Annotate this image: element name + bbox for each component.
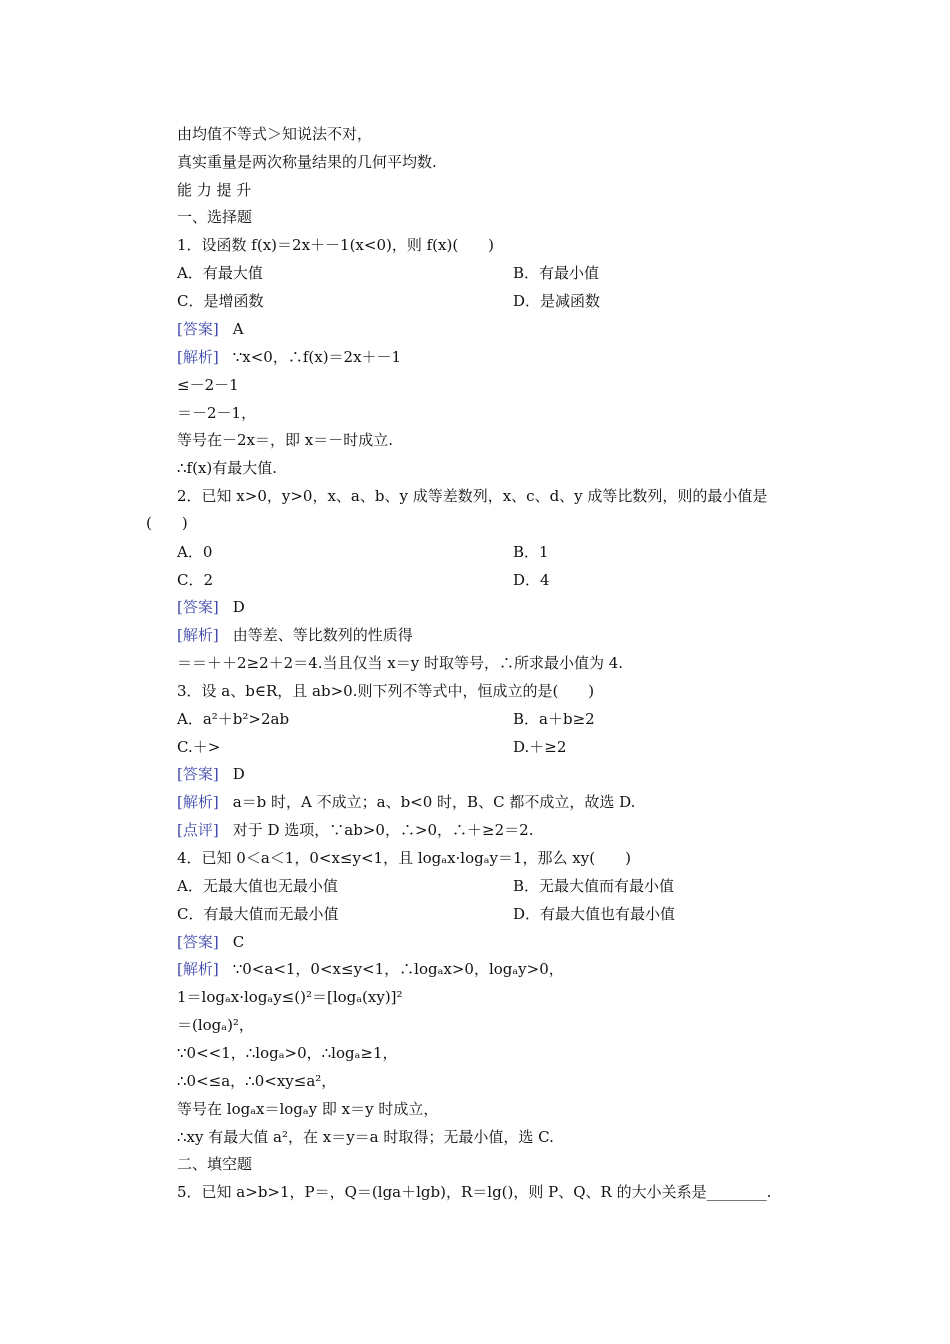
option-d: D．有最大值也有最小值 <box>513 905 676 923</box>
analysis-text: ∵0<a<1，0<x≤y<1，∴logₐx>0，logₐy>0， <box>232 960 564 978</box>
answer-value: D <box>232 765 245 783</box>
option-d: D．4 <box>513 571 550 589</box>
answer-label: [答案] <box>177 933 219 951</box>
analysis-text: ∵x<0，∴f(x)＝2x＋－1 <box>232 348 402 366</box>
answer-row <box>177 932 244 952</box>
option-a: A．有最大值 <box>177 264 263 282</box>
option-c: C.＋> <box>177 738 221 756</box>
answer-label: [答案] <box>177 598 219 616</box>
answer-label: [答案] <box>177 765 219 783</box>
comment-text: 对于 D 选项，∵ab>0，∴>0，∴＋≥2＝2. <box>232 821 534 839</box>
answer-value: D <box>232 598 245 616</box>
text-line: 等号在 logₐx＝logₐy 即 x＝y 时成立， <box>177 1100 439 1118</box>
text-line: ∴0<≤a，∴0<xy≤a²， <box>177 1072 337 1090</box>
text-line: ∴xy 有最大值 a²，在 x＝y＝a 时取得；无最小值，选 C. <box>177 1128 554 1146</box>
text-line: 等号在－2x＝，即 x＝－时成立. <box>177 431 393 449</box>
option-a: A．0 <box>177 543 213 561</box>
analysis-text: 由等差、等比数列的性质得 <box>232 626 413 644</box>
option-c: C．2 <box>177 571 214 589</box>
analysis-label: [解析] <box>177 348 219 366</box>
answer-label: [答案] <box>177 320 219 338</box>
option-c: C．有最大值而无最小值 <box>177 905 339 923</box>
question-2: 2．已知 x>0，y>0，x、a、b、y 成等差数列，x、c、d、y 成等比数列，则的最小值是 <box>177 487 768 505</box>
text-line: 由均值不等式＞知说法不对， <box>177 125 373 143</box>
answer-row <box>177 597 245 617</box>
question-4-text-b: ₐx·logₐy＝1，那么 xy( ) <box>441 849 631 867</box>
analysis-label: [解析] <box>177 960 219 978</box>
text-line: ∴f(x)有最大值. <box>177 459 278 477</box>
text-line: ＝－2－1， <box>177 404 257 422</box>
option-b: B．无最大值而有最小值 <box>513 877 675 895</box>
question-1: 1．设函数 f(x)＝2x＋－1(x<0)，则 f(x)( ) <box>177 236 495 254</box>
question-4-text-a: 4．已知 0＜a＜1，0<x≤y<1，且 log <box>177 849 442 867</box>
section-heading: 二、填空题 <box>177 1155 253 1173</box>
answer-row <box>177 319 244 339</box>
question-4 <box>177 848 631 868</box>
comment-row <box>177 820 533 840</box>
text-line: 真实重量是两次称量结果的几何平均数. <box>177 153 437 171</box>
analysis-row <box>177 792 635 812</box>
option-b: B．a＋b≥2 <box>513 710 595 728</box>
analysis-row <box>177 347 401 367</box>
question-2-paren: ( ) <box>146 514 188 532</box>
comment-label: [点评] <box>177 821 219 839</box>
text-line: ≤－2－1 <box>177 376 239 394</box>
option-d: D．是减函数 <box>513 292 601 310</box>
question-3: 3．设 a、b∈R，且 ab>0.则下列不等式中，恒成立的是( ) <box>177 682 595 700</box>
answer-value: A <box>232 320 244 338</box>
analysis-row <box>177 625 413 645</box>
option-c: C．是增函数 <box>177 292 264 310</box>
option-d: D.＋≥2 <box>513 738 567 756</box>
text-line: ∵0<<1，∴logₐ>0，∴logₐ≥1， <box>177 1044 398 1062</box>
analysis-row <box>177 959 564 979</box>
option-b: B．1 <box>513 543 549 561</box>
section-heading: 一、选择题 <box>177 208 253 226</box>
analysis-label: [解析] <box>177 793 219 811</box>
analysis-text: a＝b 时，A 不成立；a、b<0 时，B、C 都不成立，故选 D. <box>232 793 636 811</box>
analysis-label: [解析] <box>177 626 219 644</box>
text-line: 1＝logₐx·logₐy≤()²＝[logₐ(xy)]² <box>177 988 403 1006</box>
option-b: B．有最小值 <box>513 264 600 282</box>
question-5: 5．已知 a>b>1，P＝，Q＝(lga＋lgb)，R＝lg()，则 P、Q、R 的大小关系是________. <box>177 1183 772 1201</box>
text-line: ＝(logₐ)²， <box>177 1016 254 1034</box>
answer-value: C <box>232 933 245 951</box>
option-a: A．a²＋b²>2ab <box>177 710 290 728</box>
text-line: ＝＝＋＋2≥2＋2＝4.当且仅当 x＝y 时取等号，∴所求最小值为 4. <box>177 654 624 672</box>
section-heading: 能 力 提 升 <box>177 181 252 199</box>
option-a: A．无最大值也无最小值 <box>177 877 338 895</box>
answer-row <box>177 764 245 784</box>
